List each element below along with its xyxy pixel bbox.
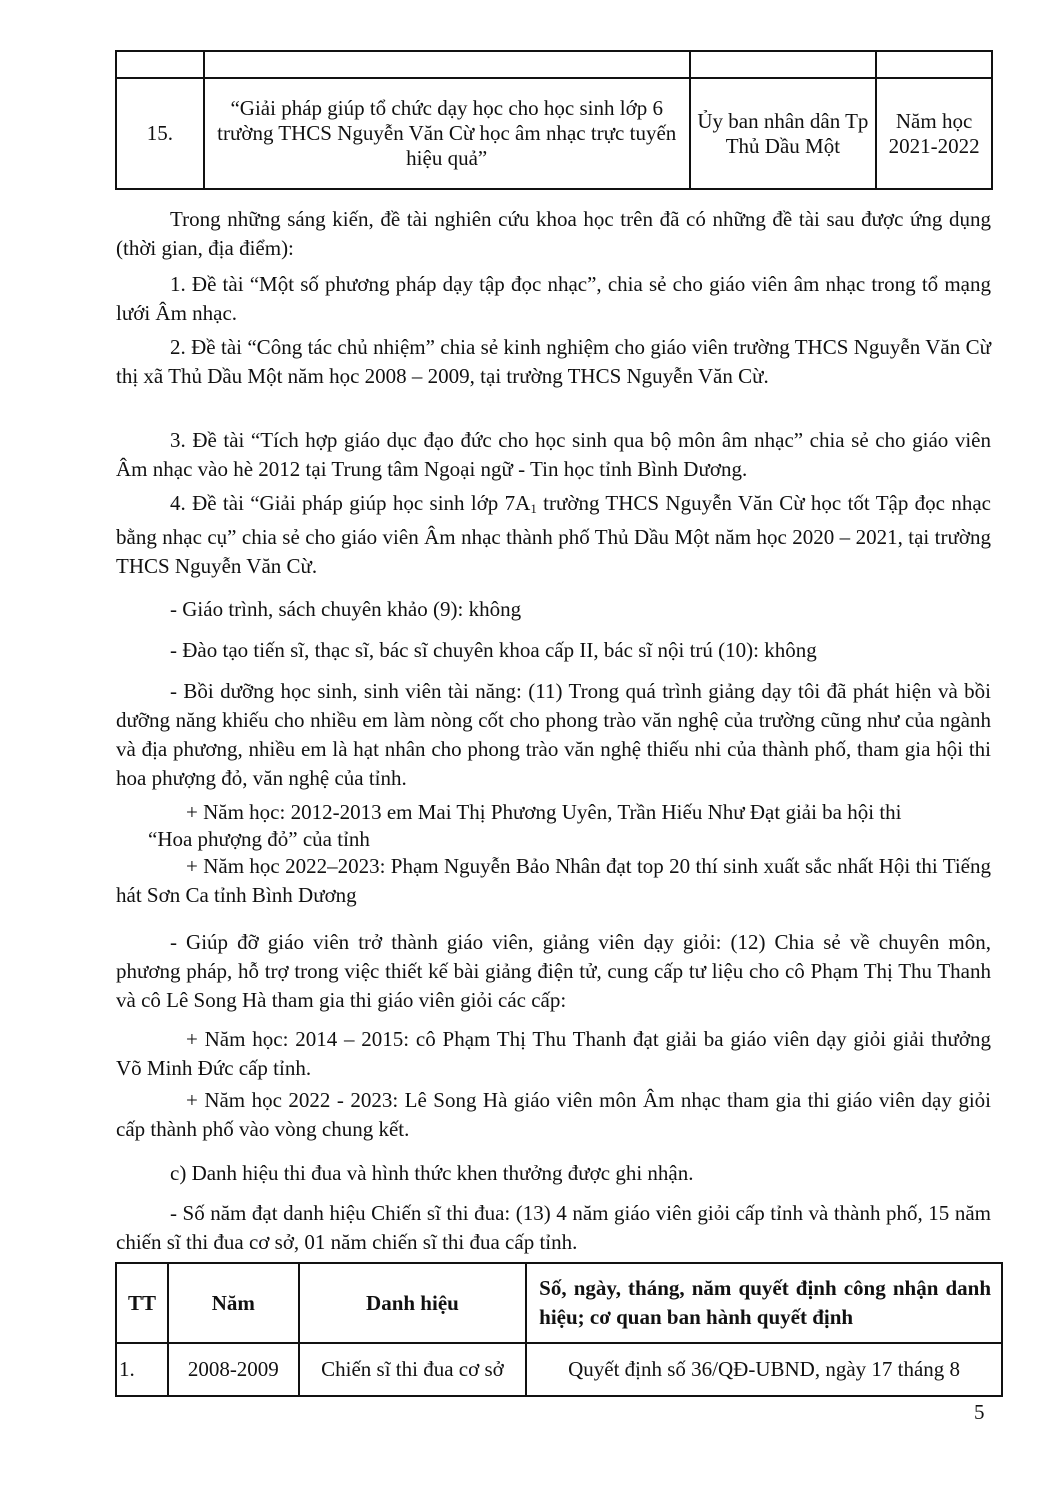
textbooks-line: - Giáo trình, sách chuyên khảo (9): không [170, 597, 522, 621]
talented-students-paragraph: - Bồi dưỡng học sinh, sinh viên tài năng: (11) Trong quá trình giảng dạy tôi đã phát hiện và bồi dưỡng năng khiếu cho nhiều em làm nòng cốt cho phong trào văn nghệ của trường cũng như của ngành và địa phương, nhiều em là hạt nhân cho phong trào văn nghệ thiếu nhi của thành phố, tham gia hội thi hoa phượng đỏ, văn nghệ của tỉnh. [116, 679, 991, 790]
awards-table [115, 1262, 1003, 1397]
col-title: Danh hiệu [299, 1263, 526, 1343]
row-number: 15. [116, 78, 204, 189]
col-tt: TT [116, 1263, 168, 1343]
research-table [115, 50, 993, 190]
awards-count-paragraph: - Số năm đạt danh hiệu Chiến sĩ thi đua: (13) 4 năm giáo viên giỏi cấp tỉnh và thành phố, 15 năm chiến sĩ thi đua cơ sở, 01 năm chiến sĩ thi đua cấp tỉnh. [116, 1201, 991, 1254]
student-award-1: + Năm học: 2012-2013 em Mai Thị Phương Uyên, Trần Hiếu Như Đạt giải ba hội thi [186, 800, 902, 824]
applied-item-2: 2. Đề tài “Công tác chủ nhiệm” chia sẻ kinh nghiệm cho giáo viên trường THCS Nguyễn Văn Cừ thị xã Thủ Dầu Một năm học 2008 – 2009, tại trường THCS Nguyễn Văn Cừ. [116, 335, 991, 388]
training-line: - Đào tạo tiến sĩ, thạc sĩ, bác sĩ chuyên khoa cấp II, bác sĩ nội trú (10): không [170, 638, 817, 662]
cell-year: 2008-2009 [168, 1343, 299, 1396]
student-award-1-cont: “Hoa phượng đỏ” của tỉnh [148, 827, 370, 851]
student-award-2: + Năm học 2022–2023: Phạm Nguyễn Bảo Nhân đạt top 20 thí sinh xuất sắc nhất Hội thi Tiếng hát Sơn Ca tỉnh Bình Dương [116, 854, 991, 907]
teacher-award-1: + Năm học: 2014 – 2015: cô Phạm Thị Thu Thanh đạt giải ba giáo viên dạy giỏi giải thưởng Võ Minh Đức cấp tỉnh. [116, 1027, 991, 1080]
cell-title: Chiến sĩ thi đua cơ sở [299, 1343, 526, 1396]
table-header-row [116, 1263, 1002, 1343]
teacher-award-2: + Năm học 2022 - 2023: Lê Song Hà giáo viên môn Âm nhạc tham gia thi giáo viên dạy giỏi cấp thành phố vào vòng chung kết. [116, 1088, 991, 1141]
col-year: Năm [168, 1263, 299, 1343]
cell-decision: Quyết định số 36/QĐ-UBND, ngày 17 tháng 8 [526, 1343, 1002, 1396]
school-year: Năm học 2021-2022 [876, 78, 992, 189]
research-title: “Giải pháp giúp tổ chức dạy học cho học sinh lớp 6 trường THCS Nguyễn Văn Cừ học âm nhạc trực tuyến hiệu quả” [204, 78, 690, 189]
intro-paragraph: Trong những sáng kiến, đề tài nghiên cứu khoa học trên đã có những đề tài sau được ứng dụng (thời gian, địa điểm): [116, 207, 991, 260]
awards-heading: c) Danh hiệu thi đua và hình thức khen thưởng được ghi nhận. [170, 1161, 694, 1185]
applied-item-4: 4. Đề tài “Giải pháp giúp học sinh lớp $7A_1$ trường THCS Nguyễn Văn Cừ học tốt Tập đọc nhạc bằng nhạc cụ” chia sẻ cho giáo viên Âm nhạc thành phố Thủ Dầu Một năm học 2020 – 2021, tại trường THCS Nguyễn Văn Cừ. [116, 491, 991, 578]
page-number: 5 [974, 1400, 985, 1424]
applied-item-1: 1. Đề tài “Một số phương pháp dạy tập đọc nhạc”, chia sẻ cho giáo viên âm nhạc trong tổ mạng lưới Âm nhạc. [116, 272, 991, 325]
table-row [116, 51, 992, 78]
approving-agency: Ủy ban nhân dân Tp Thủ Dầu Một [690, 78, 877, 189]
cell-tt: 1. [116, 1343, 168, 1396]
col-decision: Số, ngày, tháng, năm quyết định công nhận danh hiệu; cơ quan ban hành quyết định [526, 1263, 1002, 1343]
table-row [116, 1343, 1002, 1396]
applied-item-3: 3. Đề tài “Tích hợp giáo dục đạo đức cho học sinh qua bộ môn âm nhạc” chia sẻ cho giáo viên Âm nhạc vào hè 2012 tại Trung tâm Ngoại ngữ - Tin học tỉnh Bình Dương. [116, 428, 991, 481]
teacher-support-paragraph: - Giúp đỡ giáo viên trở thành giáo viên, giảng viên dạy giỏi: (12) Chia sẻ về chuyên môn, phương pháp, hỗ trợ trong việc thiết kế bài giảng điện tử, cung cấp tư liệu cho cô Phạm Thị Thu Thanh và cô Lê Song Hà tham gia thi giáo viên giỏi các cấp: [116, 930, 991, 1012]
table-row [116, 78, 992, 189]
